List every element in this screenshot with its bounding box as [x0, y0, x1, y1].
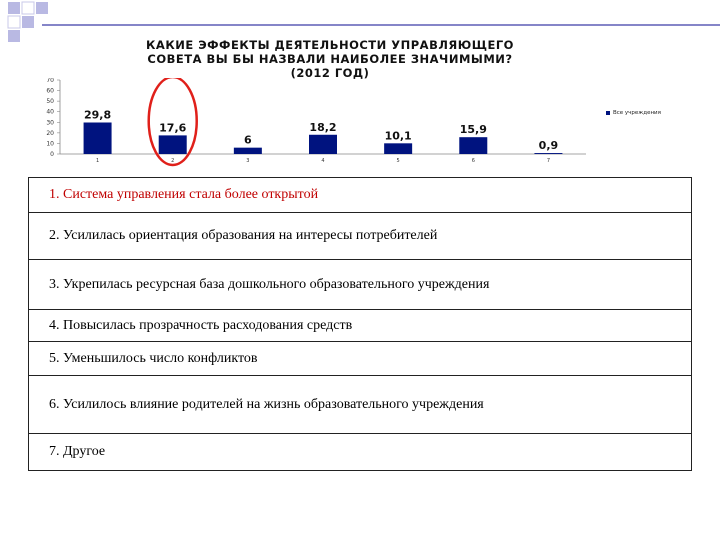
chart-title-line-3: (2012 ГОД) — [290, 66, 370, 80]
answer-row: 3. Укрепилась ресурсная база дошкольного образовательного учреждения — [29, 260, 691, 310]
bar — [309, 135, 337, 154]
y-tick-label: 60 — [46, 87, 54, 95]
data-label: 6 — [244, 133, 252, 147]
data-label: 17,6 — [159, 121, 187, 135]
x-tick-label: 4 — [321, 158, 325, 164]
bar — [159, 135, 187, 154]
y-tick-label: 50 — [46, 98, 54, 106]
data-label: 10,1 — [384, 129, 412, 143]
chart-title-line-1: КАКИЕ ЭФФЕКТЫ ДЕЯТЕЛЬНОСТИ УПРАВЛЯЮЩЕГО — [146, 38, 514, 52]
answer-row: 1. Система управления стала более открытой — [29, 178, 691, 213]
data-label: 18,2 — [309, 120, 337, 134]
answer-row: 7. Другое — [29, 434, 691, 471]
bar — [234, 148, 262, 154]
y-tick-label: 20 — [46, 129, 54, 137]
bar — [459, 137, 487, 154]
bar — [384, 143, 412, 154]
y-tick-label: 0 — [50, 151, 54, 158]
bar — [84, 122, 112, 154]
answer-row: 5. Уменьшилось число конфликтов — [29, 342, 691, 376]
answer-row: 6. Усилилось влияние родителей на жизнь образовательного учреждения — [29, 376, 691, 434]
legend-swatch — [606, 111, 610, 115]
answer-row: 4. Повысилась прозрачность расходования средств — [29, 310, 691, 342]
answer-row: 2. Усилилась ориентация образования на интересы потребителей — [29, 213, 691, 260]
data-label: 0,9 — [538, 139, 559, 153]
data-label: 29,8 — [84, 108, 112, 122]
x-tick-label: 7 — [546, 158, 551, 164]
y-tick-label: 10 — [46, 140, 54, 148]
y-tick-label: 30 — [46, 119, 54, 127]
x-tick-label: 1 — [95, 158, 100, 164]
answers-table — [28, 177, 692, 471]
chart-title-line-2: СОВЕТА ВЫ БЫ НАЗВАЛИ НАИБОЛЕЕ ЗНАЧИМЫМИ? — [147, 52, 513, 66]
x-tick-label: 3 — [246, 158, 250, 164]
chart-title — [60, 38, 600, 80]
bar — [534, 153, 562, 154]
legend-label: Все учреждения — [613, 110, 661, 116]
x-tick-label: 2 — [171, 158, 175, 164]
x-tick-label: 6 — [471, 158, 475, 164]
x-tick-label: 5 — [396, 158, 400, 164]
header-rule — [42, 24, 720, 26]
y-tick-label: 70 — [46, 78, 54, 84]
data-label: 15,9 — [459, 123, 487, 137]
bar-chart — [30, 78, 600, 170]
y-tick-label: 40 — [46, 108, 54, 116]
chart-legend — [606, 110, 661, 116]
